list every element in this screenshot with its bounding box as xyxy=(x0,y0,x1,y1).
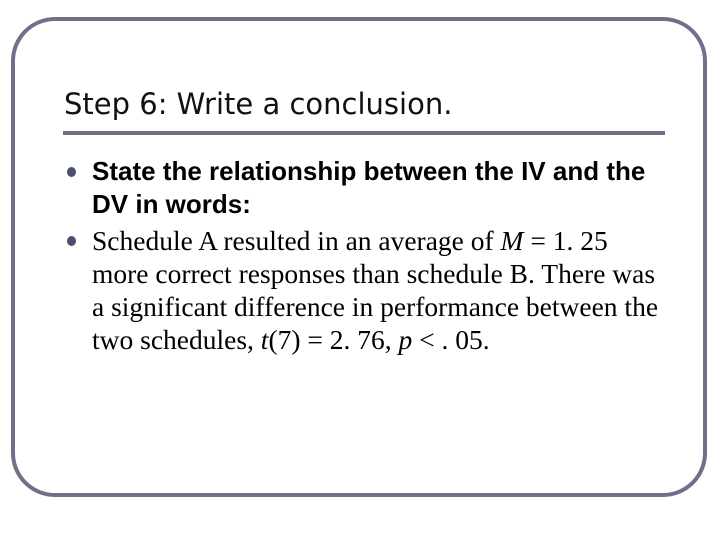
bullet-icon xyxy=(67,167,76,177)
bullet-icon xyxy=(67,236,76,246)
bullet-text: State the relationship between the IV and the DV in words: xyxy=(92,156,646,219)
mean-symbol: M xyxy=(500,225,524,256)
bullet-item-conclusion xyxy=(62,224,662,356)
conclusion-text-part-1: Schedule A resulted in an average of xyxy=(92,225,501,256)
conclusion-text-part-2: = 1. 25 more correct responses than schedule B. There was a significant difference in performance between the two schedules, xyxy=(92,225,659,355)
bullet-item-statement xyxy=(62,155,662,221)
t-symbol: t xyxy=(260,324,269,355)
slide-title: Step 6: Write a conclusion. xyxy=(64,87,453,121)
title-divider xyxy=(63,131,665,135)
conclusion-text-part-3: (7) = 2. 76, xyxy=(268,324,399,355)
p-symbol: p xyxy=(398,324,413,355)
conclusion-text-part-4: < . 05. xyxy=(412,324,490,355)
bullet-list xyxy=(62,155,662,359)
